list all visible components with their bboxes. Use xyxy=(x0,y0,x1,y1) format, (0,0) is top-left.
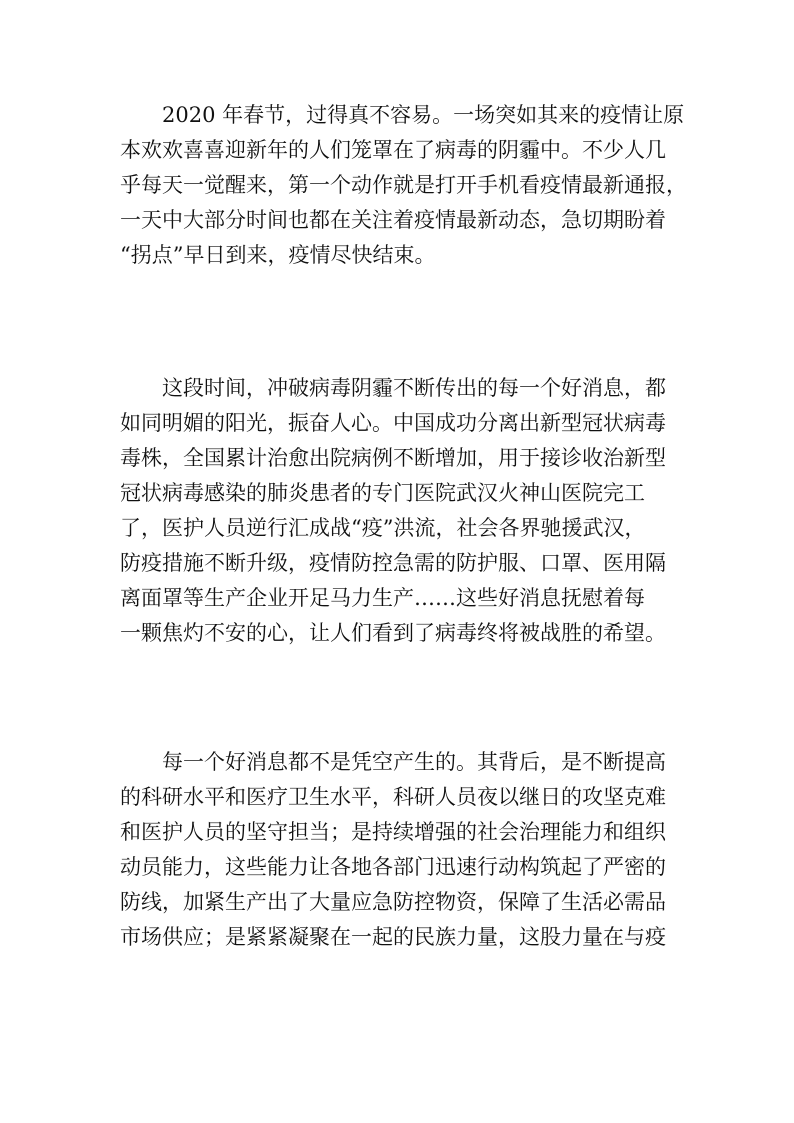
paragraph-line: 防疫措施不断升级，疫情防控急需的防护服、口罩、医用隔 xyxy=(120,551,666,575)
paragraph-line: 乎每天一觉醒来，第一个动作就是打开手机看疫情最新通报， xyxy=(120,173,687,197)
paragraph-line: 防线，加紧生产出了大量应急防控物资，保障了生活必需品 xyxy=(120,890,666,914)
paragraph-line: “拐点”早日到来，疫情尽快结束。 xyxy=(120,243,436,267)
paragraph-line: 2020 年春节，过得真不容易。一场突如其来的疫情让原 xyxy=(162,103,685,127)
paragraph-line: 一颗焦灼不安的心，让人们看到了病毒终将被战胜的希望。 xyxy=(120,621,666,645)
paragraph-line: 一天中大部分时间也都在关注着疫情最新动态，急切期盼着 xyxy=(120,208,666,232)
paragraph-3 xyxy=(120,745,700,955)
paragraph-line: 如同明媚的阳光，振奋人心。中国成功分离出新型冠状病毒 xyxy=(120,411,666,435)
paragraph-line: 的科研水平和医疗卫生水平，科研人员夜以继日的攻坚克难 xyxy=(120,785,666,809)
paragraph-line: 离面罩等生产企业开足马力生产……这些好消息抚慰着每 xyxy=(120,586,645,610)
paragraph-line: 和医护人员的坚守担当；是持续增强的社会治理能力和组织 xyxy=(120,820,666,844)
paragraph-line: 冠状病毒感染的肺炎患者的专门医院武汉火神山医院完工 xyxy=(120,481,645,505)
paragraph-1 xyxy=(120,98,700,273)
paragraph-line: 每一个好消息都不是凭空产生的。其背后，是不断提高 xyxy=(162,750,666,774)
paragraph-line: 市场供应；是紧紧凝聚在一起的民族力量，这股力量在与疫 xyxy=(120,925,666,949)
paragraph-line: 这段时间，冲破病毒阴霾不断传出的每一个好消息，都 xyxy=(162,376,666,400)
paragraph-2 xyxy=(120,371,700,651)
paragraph-line: 动员能力，这些能力让各地各部门迅速行动构筑起了严密的 xyxy=(120,855,666,879)
paragraph-line: 本欢欢喜喜迎新年的人们笼罩在了病毒的阴霾中。不少人几 xyxy=(120,138,666,162)
paragraph-line: 了，医护人员逆行汇成战“疫”洪流，社会各界驰援武汉， xyxy=(120,516,646,540)
paragraph-line: 毒株，全国累计治愈出院病例不断增加，用于接诊收治新型 xyxy=(120,446,666,470)
